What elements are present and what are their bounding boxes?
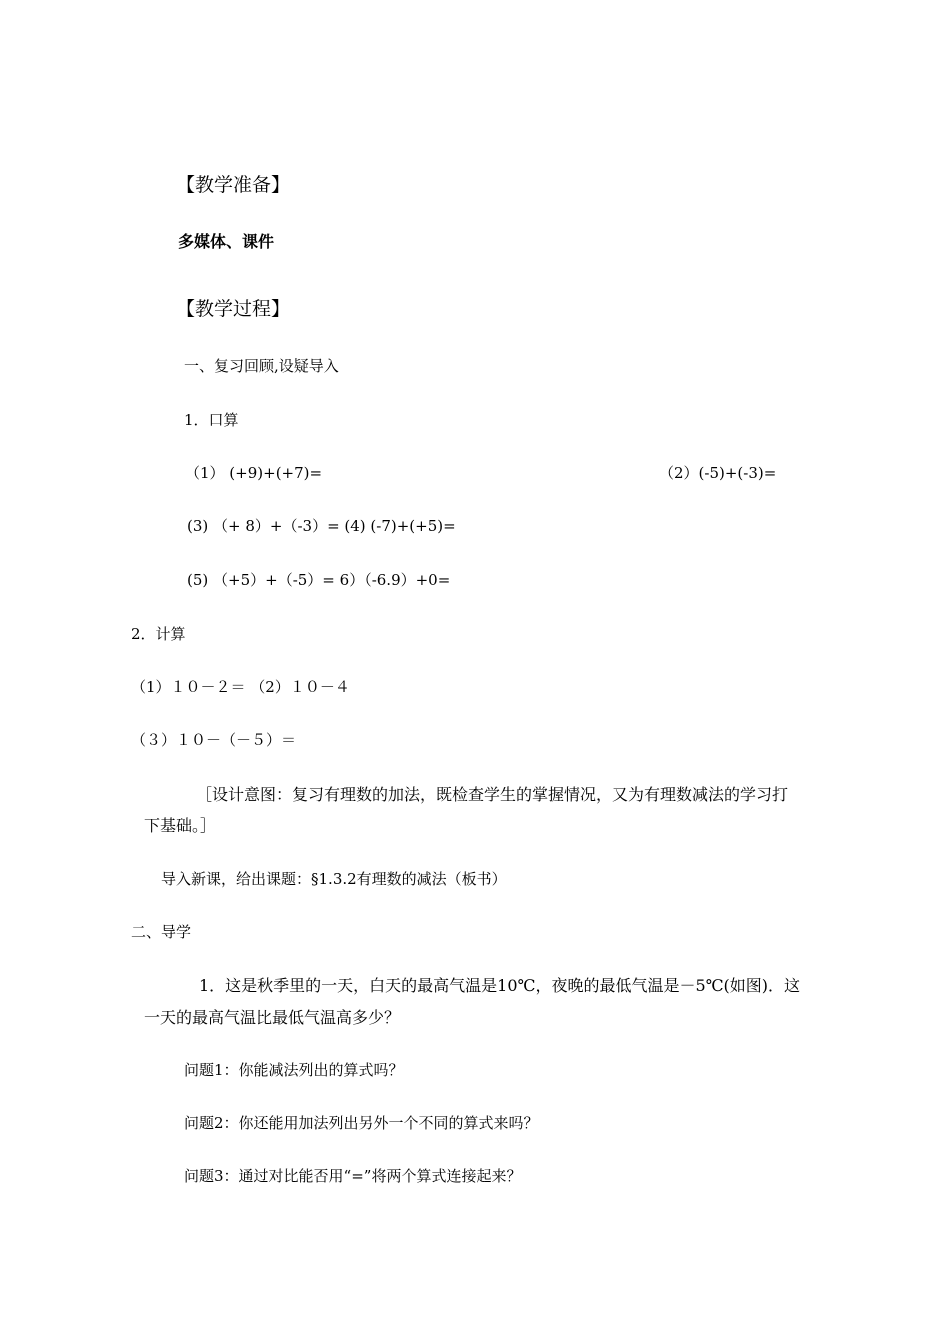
oral-row1-left: （1） (+9)+(+7)= bbox=[185, 464, 323, 482]
problem-line2: 一天的最高气温比最低气温高多少？ bbox=[144, 1008, 401, 1027]
question-2: 问题2：你还能用加法列出另外一个不同的算式来吗？ bbox=[184, 1114, 539, 1132]
question-3: 问题3：通过对比能否用“=”将两个算式连接起来？ bbox=[184, 1167, 522, 1185]
problem-line1: 1．这是秋季里的一天，白天的最高气温是10℃，夜晚的最低气温是－5℃(如图)．这 bbox=[199, 976, 801, 995]
process-heading: 【教学过程】 bbox=[176, 298, 291, 320]
preparation-heading: 【教学准备】 bbox=[176, 174, 291, 196]
intro-new-lesson: 导入新课，给出课题：§1.3.2有理数的减法（板书） bbox=[161, 870, 507, 888]
calc-title: 2．计算 bbox=[131, 625, 186, 643]
oral-calc-title: 1．口算 bbox=[184, 411, 239, 429]
design-intent-line1: ［设计意图：复习有理数的加法，既检查学生的掌握情况，又为有理数减法的学习打 bbox=[196, 785, 789, 804]
calc-row1: （1）１０－２＝ （2）１０－４ bbox=[131, 678, 350, 696]
calc-row2: （３）１０－（－５）＝ bbox=[131, 731, 297, 749]
preparation-content: 多媒体、课件 bbox=[178, 232, 275, 251]
section2-title: 二、导学 bbox=[131, 923, 192, 941]
section1-title: 一、复习回顾,设疑导入 bbox=[184, 357, 339, 375]
oral-row3: (5) （+5）+（-5）= 6）（-6.9）+0= bbox=[187, 571, 451, 589]
oral-row1-right: （2）(-5)+(-3)= bbox=[659, 464, 777, 482]
design-intent-line2: 下基础。］ bbox=[144, 816, 217, 835]
oral-row2: (3) （+ 8）+（-3）= (4) (-7)+(+5)= bbox=[187, 517, 456, 535]
question-1: 问题1：你能减法列出的算式吗？ bbox=[184, 1061, 404, 1079]
